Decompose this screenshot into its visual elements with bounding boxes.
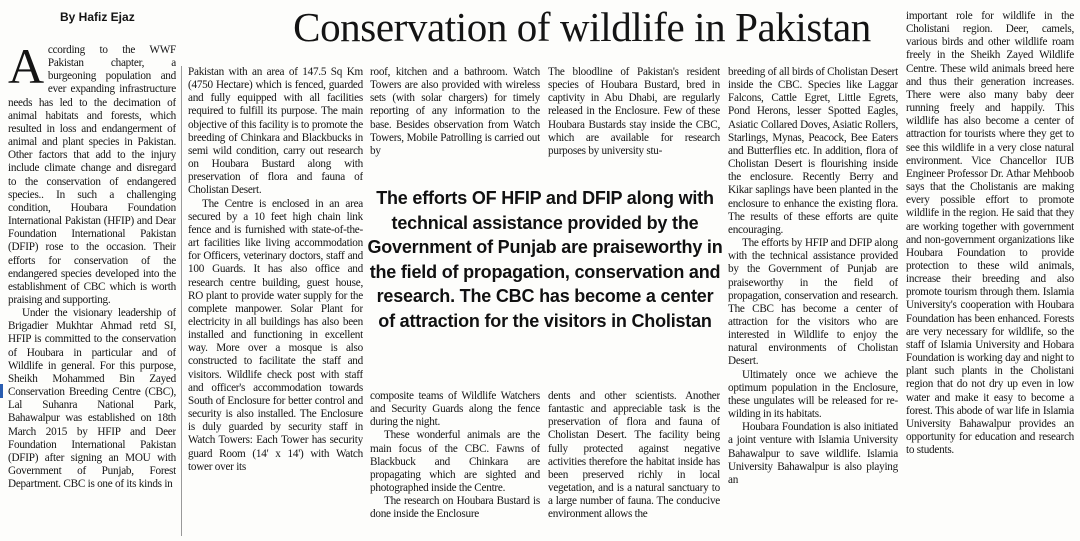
paragraph: The bloodline of Pakistan's resident species of Houbara Bustard, bred in captivity in Abu Dhabi, are regularly released in the Enclosure. Few of these Houbara Bustards stay inside the CBC, which are available for research purposes by university stu- bbox=[548, 66, 720, 157]
paragraph: Ultimately once we achieve the optimum population in the Enclosure, these ungulates will be released for re-wilding in its habitats. bbox=[728, 368, 898, 421]
article-column-5 bbox=[728, 66, 898, 538]
paragraph: Houbara Foundation is also initiated a joint venture with Islamia University Bahawalpur to save wildlife. Islamia University Bahawalpur is also playing an bbox=[728, 421, 898, 486]
page-edge-marker bbox=[0, 384, 3, 398]
article-column-1 bbox=[8, 44, 176, 538]
article-column-2 bbox=[188, 66, 363, 538]
paragraph: roof, kitchen and a bathroom. Watch Towers are also provided with wireless sets (with solar chargers) for timely reporting of any information to the base. Besides observation from Watch Towers, Mobile Patrolling is carried out by bbox=[370, 66, 540, 157]
paragraph: The efforts by HFIP and DFIP along with the technical assistance provided by the Government of Punjab are praiseworthy in the field of propagation, conservation and research. The CBC has become a center of attraction for the visitors who are interested in Wildlife to enjoy the natural environments of Cholistan Desert. bbox=[728, 237, 898, 368]
drop-cap: A bbox=[8, 44, 44, 94]
paragraph: dents and other scientists. Another fantastic and appreciable task is the preservation of flora and fauna of Cholistan Desert. The facility being fully protected against negative activities therefore the habitat inside has been preserved richly in local vegetation, and is a natural sanctuary to a large number of fauna. The conducive environment allows the bbox=[548, 390, 720, 521]
article-column-3-bottom bbox=[370, 390, 540, 538]
headline: Conservation of wildlife in Pakistan bbox=[293, 4, 871, 50]
paragraph: important role for wildlife in the Cholistani region. Deer, camels, various birds and other wildlife roam freely in the Sheikh Zayed Wildlife Centre. These wild animals breed here and thus their generation increases. There were also many baby deer running freely and happily. This wildlife has also become a center of attraction for tourists where they get to see this wildlife in a very close natural environment. Vice Chancellor IUB Engineer Professor Dr. Athar Mehboob says that the Cholistanis are making every possible effort to promote wildlife in the region. He said that they are working together with government and non-government organizations like Houbara Foundation to provide protection to these wild animals, increase their breeding and also promote tourism through them. Islamia University's cooperation with Houbara Foundation has been enhanced. Forests are very necessary for wildlife, so the staff of Islamia University and Hobara Foundation is working day and night to plant such plants in the Cholistani region that do not dry up even in low water and make it easy to become a forest. This abode of war life in Islamia University Bahawalpur provides an opportunity for education and research to students. bbox=[906, 10, 1074, 457]
article-column-4-top bbox=[548, 66, 720, 170]
article-column-4-bottom bbox=[548, 390, 720, 538]
pull-quote: The efforts OF HFIP and DFIP along with technical assistance provided by the Government of Punjab are praiseworthy in the field of propagation, conservation and research. The CBC has become a center of attraction for the visitors in Cholistan bbox=[367, 188, 723, 331]
paragraph: composite teams of Wildlife Watchers and Security Guards along the fence during the night. bbox=[370, 390, 540, 429]
paragraph: Pakistan with an area of 147.5 Sq Km (4750 Hectare) which is fenced, guarded and fully equipped with all facilities required to fulfill its purpose. The main objective of this facility is to promote the breeding of Chinkara and Blackbucks in semi wild condition, carry out research on Houbara Bustard along with preservation of flora and fauna of Cholistan Desert. bbox=[188, 66, 363, 197]
column-divider bbox=[181, 66, 182, 536]
paragraph: The Centre is enclosed in an area secured by a 10 feet high chain link fence and is furnished with state-of-the-art facilities like living accommodation for Officers, veterinary doctors, staff and 100 Guards. It has also office and research centre building, guest house, RO plant to provide water supply for the complete manpower. Solar Plant for electricity in all buildings has also been installed and functioning in excellent way. More over a mosque is also constructed to facilitate the staff and visitors. Wildlife check post with staff and officer's accommodation towards South of Enclosure for better control and security is also installed. The Enclosure is duly guarded by security staff in Watch Towers: Each Tower has security guard Room (14' x 14') with Watch tower over its bbox=[188, 197, 363, 473]
paragraph: Under the visionary leadership of Brigadier Mukhtar Ahmad retd SI, HFIP is committed to the conservation of Houbara in particular and of Wildlife in general. For this purpose, Sheikh Mohammed Bin Zayed Conservation Breeding Centre (CBC), Lal Suhanra National Park, Bahawalpur was established on 18th March 2015 by HFIP and Deer Foundation International Pakistan (DFIP) after signing an MOU with Government of Punjab, Forest Department. CBC is one of its kinds in bbox=[8, 307, 176, 491]
article-column-3-top bbox=[370, 66, 540, 170]
byline: By Hafiz Ejaz bbox=[60, 10, 135, 24]
paragraph: The research on Houbara Bustard is done inside the Enclosure bbox=[370, 495, 540, 521]
paragraph: ccording to the WWF Pakistan chapter, a burgeoning population and ever expanding infrastructure needs has led to the decimation of animal habitats and forests, which resulted in loss and endangerment of animal and plant species in Pakistan. Other factors that add to the injury include climate change and disregard to the conservation of endangered species.. In such a challenging condition, Houbara Foundation International Pakistan (HFIP) and Dear Foundation International Pakistan (DFIP) rose to the occasion. Their efforts for conservation of the endangered species developed into the establishment of CBC which is worth praising and supporting. bbox=[8, 44, 176, 306]
article-column-6 bbox=[906, 10, 1074, 538]
paragraph: These wonderful animals are the main focus of the CBC. Fawns of Blackbuck and Chinkara are propagating which are sighted and photographed inside the Centre. bbox=[370, 429, 540, 495]
paragraph: breeding of all birds of Cholistan Desert inside the CBC. Species like Laggar Falcons, Cattle Egret, Little Egrets, Pond Herons, lesser Spotted Eagles, Asiatic Collared Doves, Asiatic Rollers, Starlings, Mynas, Peacock, Bee Eaters and Butterflies etc. In addition, flora of Cholistan Desert is flourishing inside the enclosure. Recently Berry and Kikar saplings have been planted in the enclosure to enhance the existing flora. The results of these efforts are quite encouraging. bbox=[728, 66, 898, 236]
